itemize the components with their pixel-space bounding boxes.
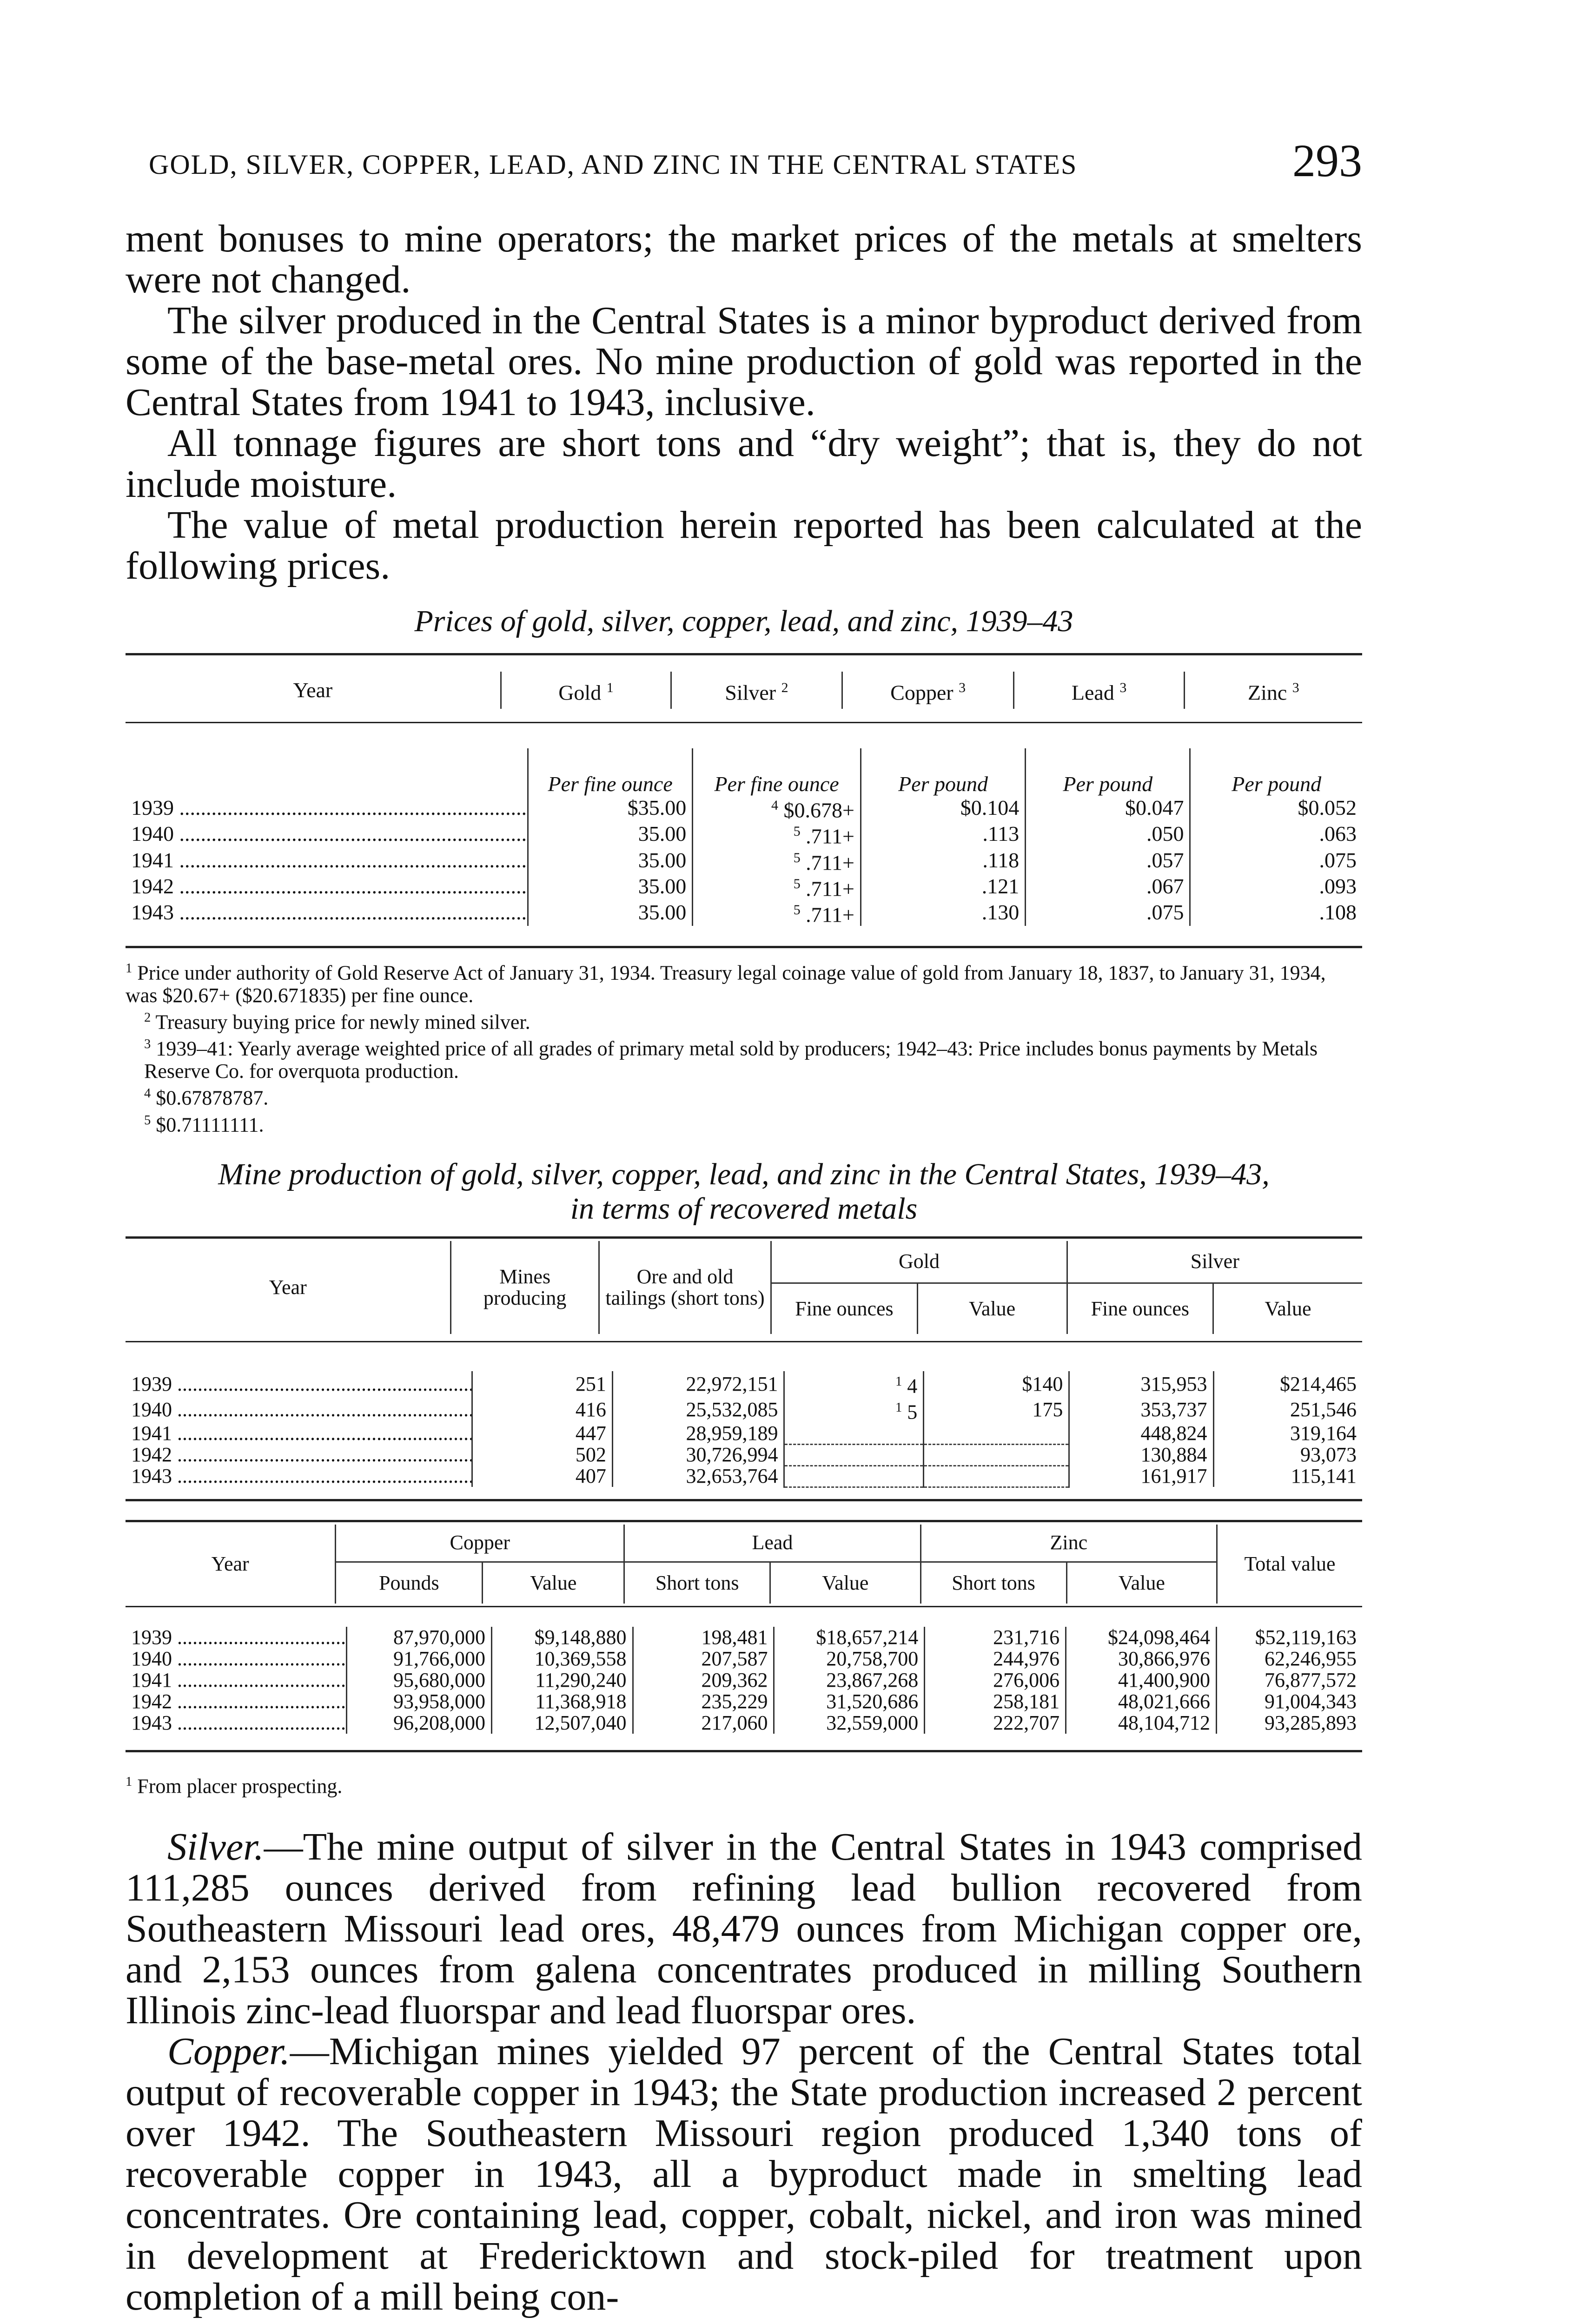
prices-unit-silver: Per fine ounce (693, 748, 861, 795)
prices-footnote-4: $^4$ $0.67878787. (144, 1086, 269, 1109)
prices-unit-lead: Per pound (1026, 748, 1190, 795)
production-footnote: $^1$ From placer prospecting. (126, 1775, 343, 1798)
prices-row-1941: 1941 ..... 35.00 $^5$ .711+ .118 .057 .075 (126, 847, 1362, 873)
prices-header-gold: Gold $^1$ (501, 672, 671, 709)
prod2-row-1941: 1941 ..... 95,680,000 11,290,240 209,362 23,867,268 276,006 41,400,900 76,877,572 (126, 1670, 1362, 1691)
prices-row-1940: 1940 ..... 35.00 $^5$ .711+ .113 .050 .063 (126, 821, 1362, 847)
prices-header-silver: Silver $^2$ (671, 672, 842, 709)
intro-text (126, 218, 1362, 587)
closing-text (126, 1827, 1362, 2317)
prod1-header-gold-value: Value (917, 1283, 1067, 1334)
intro-paragraph-4: The value of metal production herein reported has been calculated at the following prices. (126, 503, 1362, 588)
prices-header-zinc: Zinc $^3$ (1184, 672, 1362, 709)
page-number: 293 (1292, 135, 1362, 186)
running-head-title: GOLD, SILVER, COPPER, LEAD, AND ZINC IN THE CENTRAL STATES (149, 149, 1078, 180)
prod1-row-1940: 1940 ..... 416 25,532,085 $^1$ 5 175 353,737 251,546 (126, 1397, 1362, 1423)
prod2-header-cu-lb: Pounds (336, 1562, 483, 1604)
prod2-row-1940: 1940 ..... 91,766,000 10,369,558 207,587 20,758,700 244,976 30,866,976 62,246,955 (126, 1648, 1362, 1670)
prod1-row-1942: 1942 ..... 502 30,726,994 130,884 93,073 (126, 1444, 1362, 1466)
silver-paragraph: Silver.—The mine output of silver in the Central States in 1943 comprised 111,285 ounces derived from refining lead bullion recovered from Southeastern Missouri lead ores, 48,479 ounces from Michigan copper ore, and 2,153 ounces from galena concentrates produced in milling Southern Illinois zinc-lead fluorspar and lead fluorspar ores. (126, 1825, 1362, 2032)
intro-paragraph-1: ment bonuses to mine operators; the market prices of the metals at smelters were not changed. (126, 217, 1362, 301)
prod2-row-1939: 1939 ..... 87,970,000 $9,148,880 198,481 $18,657,214 231,716 $24,098,464 $52,119,163 (126, 1627, 1362, 1648)
prices-header-year: Year (293, 678, 333, 702)
prod2-header-cu-value: Value (483, 1562, 624, 1604)
prices-footnote-3: $^3$ 1939–41: Yearly average weighted price of all grades of primary metal sold by producers; 1942–43: Price includes bonus payments by Metals Reserve Co. for overquota production. (144, 1037, 1318, 1083)
prices-unit-gold: Per fine ounce (528, 748, 693, 795)
intro-paragraph-3: All tonnage figures are short tons and “dry weight”; that is, they do not include moisture. (126, 422, 1362, 506)
prod2-header-zn-tons: Short tons (920, 1562, 1066, 1604)
prod2-header-zn-value: Value (1066, 1562, 1217, 1604)
prod1-header-silver-value: Value (1213, 1283, 1362, 1334)
prices-unit-copper: Per pound (861, 748, 1025, 795)
prices-table-caption: Prices of gold, silver, copper, lead, and zinc, 1939–43 (414, 604, 1073, 638)
prod2-row-1943: 1943 ..... 96,208,000 12,507,040 217,060 32,559,000 222,707 48,104,712 93,285,893 (126, 1712, 1362, 1734)
prod2-header-total: Total value (1217, 1525, 1362, 1604)
prod1-header-silver: Silver (1067, 1241, 1362, 1283)
prices-row-1942: 1942 ..... 35.00 $^5$ .711+ .121 .067 .093 (126, 873, 1362, 899)
intro-paragraph-2: The silver produced in the Central States is a minor byproduct derived from some of the base-metal ores. No mine production of gold was reported in the Central States from 1941 to 1943, inclusive. (126, 299, 1362, 424)
prod2-header-copper: Copper (336, 1525, 624, 1562)
prod1-header-year: Year (269, 1276, 307, 1299)
prod2-header-pb-value: Value (770, 1562, 921, 1604)
prices-unit-zinc: Per pound (1190, 748, 1362, 795)
prod2-header-year: Year (211, 1552, 249, 1575)
production-table-caption: Mine production of gold, silver, copper, lead, and zinc in the Central States, 1939–43, in terms of recovered metals (218, 1157, 1270, 1226)
prices-header-lead: Lead $^3$ (1014, 672, 1184, 709)
prod1-row-1941: 1941 ..... 447 28,959,189 448,824 319,164 (126, 1423, 1362, 1444)
prices-footnotes (126, 957, 1362, 1136)
prod1-header-gold-oz: Fine ounces (771, 1283, 917, 1334)
prices-footnote-5: $^5$ $0.71111111. (144, 1113, 264, 1136)
prod1-header-gold: Gold (771, 1241, 1067, 1283)
running-head (139, 130, 1367, 186)
prices-footnote-1: $^1$ Price under authority of Gold Reserve Act of January 31, 1934. Treasury legal coinage value of gold from January 18, 1837, to January 31, 1934, was $20.67+ ($20.671835) per fine ounce. (126, 961, 1326, 1007)
prod1-row-1943: 1943 ..... 407 32,653,764 161,917 115,141 (126, 1466, 1362, 1487)
prices-header-copper: Copper $^3$ (842, 672, 1014, 709)
prod2-row-1942: 1942 ..... 93,958,000 11,368,918 235,229 31,520,686 258,181 48,021,666 91,004,343 (126, 1691, 1362, 1712)
prices-row-1939: 1939 ..... $35.00 $^4$ $0.678+ $0.104 $0.047 $0.052 (126, 795, 1362, 821)
prod2-header-lead: Lead (624, 1525, 920, 1562)
prod1-header-silver-oz: Fine ounces (1067, 1283, 1213, 1334)
prod1-header-ore: Ore and old tailings (short tons) (599, 1241, 771, 1334)
prod2-header-pb-tons: Short tons (624, 1562, 770, 1604)
prod1-header-mines: Mines producing (451, 1241, 599, 1334)
copper-paragraph: Copper.—Michigan mines yielded 97 percent of the Central States total output of recoverable copper in 1943; the State production increased 2 percent over 1942. The Southeastern Missouri region produced 1,340 tons of recoverable copper in 1943, all a byproduct made in smelting lead concentrates. Ore containing lead, copper, cobalt, nickel, and iron was mined in development at Fredericktown and stock-piled for treatment upon completion of a mill being con- (126, 2030, 1362, 2318)
prices-footnote-2: $^2$ Treasury buying price for newly mined silver. (144, 1010, 530, 1034)
prod2-header-zinc: Zinc (920, 1525, 1217, 1562)
prices-row-1943: 1943 ..... 35.00 $^5$ .711+ .130 .075 .108 (126, 899, 1362, 925)
prod1-row-1939: 1939 ..... 251 22,972,151 $^1$ 4 $140 315,953 $214,465 (126, 1371, 1362, 1397)
